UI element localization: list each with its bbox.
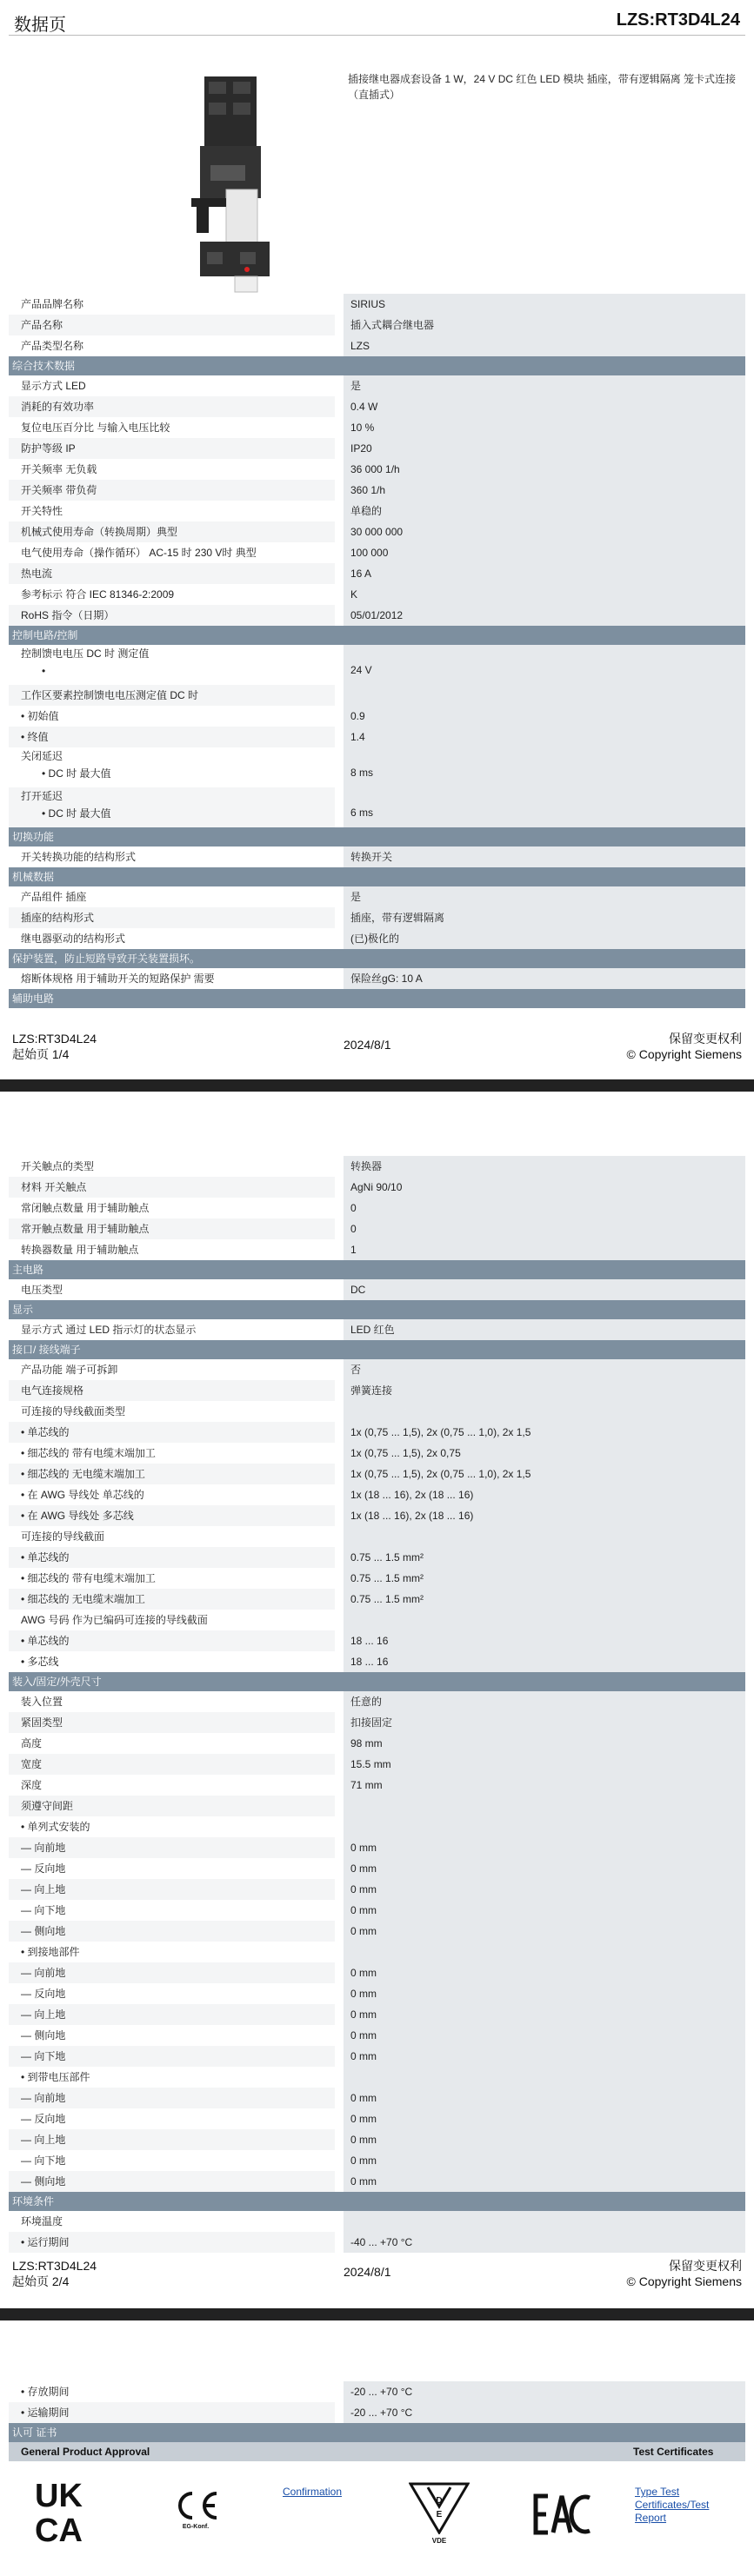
table-row xyxy=(9,2402,745,2423)
spec-label: • 单芯线的 xyxy=(9,1630,335,1651)
table-row xyxy=(9,1484,745,1505)
spec-value: 0.75 ... 1.5 mm² xyxy=(344,1589,745,1610)
spec-label: • 细芯线的 无电缆末端加工 xyxy=(9,1589,335,1610)
spec-value xyxy=(344,1526,745,1547)
spec-value: 弹簧连接 xyxy=(344,1380,745,1401)
spec-label: • 细芯线的 带有电缆末端加工 xyxy=(9,1443,335,1464)
spec-label: 控制馈电电压 DC 时 测定值 • xyxy=(9,645,335,685)
spec-value: 0.75 ... 1.5 mm² xyxy=(344,1568,745,1589)
table-row xyxy=(9,1239,745,1260)
table-row xyxy=(9,1279,745,1300)
spec-label: 常开触点数量 用于辅助触点 xyxy=(9,1218,335,1239)
table-row xyxy=(9,294,745,315)
table-row xyxy=(9,396,745,417)
table-row xyxy=(9,459,745,480)
spec-value: 8 ms xyxy=(344,747,745,787)
spec-label: • 细芯线的 无电缆末端加工 xyxy=(9,1464,335,1484)
table-row xyxy=(9,1401,745,1422)
table-row xyxy=(9,2088,745,2108)
spec-label: — 向上地 xyxy=(9,2004,335,2025)
table-row xyxy=(9,417,745,438)
table-row xyxy=(9,1319,745,1340)
table-row xyxy=(9,563,745,584)
table-row xyxy=(9,1983,745,2004)
spec-value: LED 红色 xyxy=(344,1319,745,1340)
table-row xyxy=(9,2211,745,2232)
spec-label: • 多芯线 xyxy=(9,1651,335,1672)
table-row xyxy=(9,335,745,356)
spec-label: • 到接地部件 xyxy=(9,1942,335,1962)
spec-label: 常闭触点数量 用于辅助触点 xyxy=(9,1198,335,1218)
spec-label: • 单列式安装的 xyxy=(9,1816,335,1837)
table-row xyxy=(9,1177,745,1198)
spec-value: 扣接固定 xyxy=(344,1712,745,1733)
spec-value: 0.75 ... 1.5 mm² xyxy=(344,1547,745,1568)
table-row xyxy=(9,645,745,685)
spec-value: 15.5 mm xyxy=(344,1754,745,1775)
spec-value: 98 mm xyxy=(344,1733,745,1754)
table-row xyxy=(9,438,745,459)
spec-label: 开关转换功能的结构形式 xyxy=(9,846,335,867)
spec-value: AgNi 90/10 xyxy=(344,1177,745,1198)
table-row xyxy=(9,2046,745,2067)
section-header: 环境条件 xyxy=(9,2192,745,2211)
spec-value: 0 mm xyxy=(344,1921,745,1942)
spec-label: 宽度 xyxy=(9,1754,335,1775)
spec-label: — 向前地 xyxy=(9,2088,335,2108)
spec-label: • 到带电压部件 xyxy=(9,2067,335,2088)
table-row xyxy=(9,501,745,521)
spec-label: 材料 开关触点 xyxy=(9,1177,335,1198)
spec-value: 插入式耦合继电器 xyxy=(344,315,745,335)
spec-label: 电压类型 xyxy=(9,1279,335,1300)
spec-value xyxy=(344,1796,745,1816)
section-header: 显示 xyxy=(9,1300,745,1319)
table-row xyxy=(9,480,745,501)
spec-value xyxy=(344,1816,745,1837)
ukca-logo xyxy=(35,2477,113,2543)
table-row xyxy=(9,2171,745,2192)
spec-label: 开关频率 无负载 xyxy=(9,459,335,480)
table-row xyxy=(9,1942,745,1962)
spec-label: 紧固类型 xyxy=(9,1712,335,1733)
table-row xyxy=(9,2025,745,2046)
table-row xyxy=(9,1589,745,1610)
table-row xyxy=(9,1816,745,1837)
spec-value: -20 ... +70 °C xyxy=(344,2402,745,2423)
spec-value: -20 ... +70 °C xyxy=(344,2381,745,2402)
spec-label: 参考标示 符合 IEC 81346-2:2009 xyxy=(9,584,335,605)
spec-value: 360 1/h xyxy=(344,480,745,501)
spec-label: 深度 xyxy=(9,1775,335,1796)
table-row xyxy=(9,2129,745,2150)
spec-label: • 运输期间 xyxy=(9,2402,335,2423)
table-row xyxy=(9,727,745,747)
table-row xyxy=(9,1712,745,1733)
spec-table-1 xyxy=(9,294,745,1008)
spec-value: K xyxy=(344,584,745,605)
spec-value xyxy=(344,685,745,706)
spec-value: 0.4 W xyxy=(344,396,745,417)
spec-value: 71 mm xyxy=(344,1775,745,1796)
spec-label: • 运行期间 xyxy=(9,2232,335,2253)
spec-label: • 在 AWG 导线处 单芯线的 xyxy=(9,1484,335,1505)
table-row xyxy=(9,1218,745,1239)
spec-value: 转换器 xyxy=(344,1156,745,1177)
spec-value: 16 A xyxy=(344,563,745,584)
product-overview xyxy=(9,50,745,294)
table-row xyxy=(9,928,745,949)
spec-value xyxy=(344,1610,745,1630)
spec-table-2 xyxy=(9,1156,745,2253)
spec-label: — 反向地 xyxy=(9,1858,335,1879)
section-header: 装入/固定/外壳尺寸 xyxy=(9,1672,745,1691)
spec-value: 否 xyxy=(344,1359,745,1380)
spec-value xyxy=(344,2211,745,2232)
spec-label: 可连接的导线截面类型 xyxy=(9,1401,335,1422)
spec-value: SIRIUS xyxy=(344,294,745,315)
spec-label: — 向下地 xyxy=(9,1900,335,1921)
table-row xyxy=(9,787,745,827)
spec-value: 0 mm xyxy=(344,1858,745,1879)
spec-value: 30 000 000 xyxy=(344,521,745,542)
spec-value: 0 mm xyxy=(344,2046,745,2067)
spec-label: 高度 xyxy=(9,1733,335,1754)
spec-label: • 细芯线的 带有电缆末端加工 xyxy=(9,1568,335,1589)
spec-value: 0 mm xyxy=(344,2108,745,2129)
spec-value: 0 mm xyxy=(344,1962,745,1983)
table-row xyxy=(9,2004,745,2025)
spec-label: — 侧向地 xyxy=(9,2171,335,2192)
spec-label: 机械式使用寿命（转换周期）典型 xyxy=(9,521,335,542)
section-header: 切换功能 xyxy=(9,827,745,846)
spec-label: — 向上地 xyxy=(9,1879,335,1900)
spec-label: 热电流 xyxy=(9,563,335,584)
section-header: 综合技术数据 xyxy=(9,356,745,375)
table-row xyxy=(9,1837,745,1858)
spec-label: — 反向地 xyxy=(9,2108,335,2129)
spec-value: 转换开关 xyxy=(344,846,745,867)
table-row xyxy=(9,1900,745,1921)
spec-label: — 向前地 xyxy=(9,1962,335,1983)
spec-label: — 向上地 xyxy=(9,2129,335,2150)
spec-value: 1x (18 ... 16), 2x (18 ... 16) xyxy=(344,1505,745,1526)
certificate-header: General Product Approval Test Certificates xyxy=(9,2442,745,2461)
spec-label: 显示方式 LED xyxy=(9,375,335,396)
spec-value: 任意的 xyxy=(344,1691,745,1712)
spec-value: 0 mm xyxy=(344,2004,745,2025)
spec-value: 0 mm xyxy=(344,2025,745,2046)
spec-label: — 向下地 xyxy=(9,2046,335,2067)
spec-value: 0 mm xyxy=(344,1879,745,1900)
table-row xyxy=(9,1630,745,1651)
spec-label: • 单芯线的 xyxy=(9,1547,335,1568)
spec-value: 1x (0,75 ... 1,5), 2x 0,75 xyxy=(344,1443,745,1464)
spec-value: DC xyxy=(344,1279,745,1300)
spec-value: 18 ... 16 xyxy=(344,1630,745,1651)
spec-label: 熔断体规格 用于辅助开关的短路保护 需要 xyxy=(9,968,335,989)
section-header: 主电路 xyxy=(9,1260,745,1279)
table-row xyxy=(9,521,745,542)
spec-value: 单稳的 xyxy=(344,501,745,521)
spec-value: 24 V xyxy=(344,645,745,685)
section-header: 辅助电路 xyxy=(9,989,745,1008)
spec-value: 0 mm xyxy=(344,2129,745,2150)
table-row xyxy=(9,1443,745,1464)
vde-logo: D E VDE xyxy=(409,2482,470,2548)
spec-value: 0 mm xyxy=(344,1837,745,1858)
spec-table-3 xyxy=(9,2381,745,2442)
page-separator xyxy=(0,2308,754,2320)
spec-value: 1.4 xyxy=(344,727,745,747)
table-row xyxy=(9,1464,745,1484)
table-row xyxy=(9,375,745,396)
spec-label: 防护等级 IP xyxy=(9,438,335,459)
table-row xyxy=(9,1921,745,1942)
spec-value: 1x (0,75 ... 1,5), 2x (0,75 ... 1,0), 2x 1,5 xyxy=(344,1422,745,1443)
table-row xyxy=(9,1568,745,1589)
table-row xyxy=(9,706,745,727)
table-row xyxy=(9,584,745,605)
spec-label: 开关频率 带负荷 xyxy=(9,480,335,501)
table-row xyxy=(9,1962,745,1983)
spec-value: (已)极化的 xyxy=(344,928,745,949)
spec-label: 电气连接规格 xyxy=(9,1380,335,1401)
section-header: 接口/ 接线端子 xyxy=(9,1340,745,1359)
spec-label: 产品功能 端子可拆卸 xyxy=(9,1359,335,1380)
spec-label: 复位电压百分比 与输入电压比较 xyxy=(9,417,335,438)
table-row xyxy=(9,2150,745,2171)
table-row xyxy=(9,315,745,335)
spec-label: 显示方式 通过 LED 指示灯的状态显示 xyxy=(9,1319,335,1340)
spec-value: 6 ms xyxy=(344,787,745,827)
spec-label: 电气使用寿命（操作循环） AC-15 时 230 V时 典型 xyxy=(9,542,335,563)
spec-label: — 侧向地 xyxy=(9,2025,335,2046)
spec-label: • 初始值 xyxy=(9,706,335,727)
spec-label: RoHS 指令（日期） xyxy=(9,605,335,626)
table-row xyxy=(9,1156,745,1177)
spec-value: 1 xyxy=(344,1239,745,1260)
spec-value: 18 ... 16 xyxy=(344,1651,745,1672)
spec-label: 工作区要素控制馈电电压测定值 DC 时 xyxy=(9,685,335,706)
table-row xyxy=(9,747,745,787)
table-row xyxy=(9,1691,745,1712)
svg-text:CA: CA xyxy=(35,2513,83,2543)
page-footer: LZS:RT3D4L24 起始页 2/4 2024/8/1 保留变更权利 © Copyright Siemens xyxy=(12,2259,742,2288)
spec-value: 是 xyxy=(344,375,745,396)
spec-label: 产品组件 插座 xyxy=(9,886,335,907)
table-row xyxy=(9,1775,745,1796)
spec-label: 可连接的导线截面 xyxy=(9,1526,335,1547)
table-row xyxy=(9,1422,745,1443)
spec-value: 0 mm xyxy=(344,2171,745,2192)
spec-label: 开关特性 xyxy=(9,501,335,521)
spec-value: 0 xyxy=(344,1198,745,1218)
ce-logo: EG-Konf. xyxy=(170,2490,222,2542)
spec-value: 是 xyxy=(344,886,745,907)
spec-label: 插座的结构形式 xyxy=(9,907,335,928)
page-separator xyxy=(0,1079,754,1092)
table-row xyxy=(9,1796,745,1816)
spec-label: • 存放期间 xyxy=(9,2381,335,2402)
spec-value: 0 mm xyxy=(344,1983,745,2004)
table-row xyxy=(9,968,745,989)
spec-value: 0 xyxy=(344,1218,745,1239)
product-image xyxy=(157,68,287,294)
table-row xyxy=(9,1505,745,1526)
spec-label: • 终值 xyxy=(9,727,335,747)
spec-label: 继电器驱动的结构形式 xyxy=(9,928,335,949)
spec-label: — 反向地 xyxy=(9,1983,335,2004)
spec-label: 转换器数量 用于辅助触点 xyxy=(9,1239,335,1260)
spec-label: — 向下地 xyxy=(9,2150,335,2171)
spec-value: 05/01/2012 xyxy=(344,605,745,626)
section-header: 控制电路/控制 xyxy=(9,626,745,645)
svg-text:UK: UK xyxy=(35,2478,83,2514)
spec-value: IP20 xyxy=(344,438,745,459)
table-row xyxy=(9,1733,745,1754)
confirmation-link[interactable]: Confirmation xyxy=(283,2486,343,2498)
spec-value: LZS xyxy=(344,335,745,356)
table-row xyxy=(9,886,745,907)
spec-label: 须遵守间距 xyxy=(9,1796,335,1816)
spec-value xyxy=(344,1942,745,1962)
spec-value: 0 mm xyxy=(344,1900,745,1921)
type-test-link[interactable]: Type Test Certificates/Test Report xyxy=(635,2486,710,2524)
spec-value: 0 mm xyxy=(344,2088,745,2108)
page-header xyxy=(9,0,745,36)
spec-value: 1x (0,75 ... 1,5), 2x (0,75 ... 1,0), 2x 1,5 xyxy=(344,1464,745,1484)
spec-label: 打开延迟 • DC 时 最大值 xyxy=(9,787,335,827)
spec-value: 10 % xyxy=(344,417,745,438)
spec-value: 100 000 xyxy=(344,542,745,563)
section-header: 机械数据 xyxy=(9,867,745,886)
spec-label: — 侧向地 xyxy=(9,1921,335,1942)
svg-text:E: E xyxy=(436,2510,443,2520)
spec-value: 插座，带有逻辑隔离 xyxy=(344,907,745,928)
spec-label: 消耗的有效功率 xyxy=(9,396,335,417)
spec-value: 保险丝gG: 10 A xyxy=(344,968,745,989)
table-row xyxy=(9,2108,745,2129)
spec-label: • 单芯线的 xyxy=(9,1422,335,1443)
spec-value: -40 ... +70 °C xyxy=(344,2232,745,2253)
table-row xyxy=(9,685,745,706)
spec-value: 0.9 xyxy=(344,706,745,727)
spec-label: 产品品牌名称 xyxy=(9,294,335,315)
table-row xyxy=(9,1858,745,1879)
table-row xyxy=(9,2381,745,2402)
spec-label: • 在 AWG 导线处 多芯线 xyxy=(9,1505,335,1526)
table-row xyxy=(9,1198,745,1218)
table-row xyxy=(9,1380,745,1401)
spec-value: 1x (18 ... 16), 2x (18 ... 16) xyxy=(344,1484,745,1505)
spec-label: 装入位置 xyxy=(9,1691,335,1712)
product-id: LZS:RT3D4L24 xyxy=(616,10,740,30)
table-row xyxy=(9,846,745,867)
spec-label: 环境温度 xyxy=(9,2211,335,2232)
eac-logo xyxy=(532,2493,593,2536)
product-description: 插接继电器成套设备 1 W，24 V DC 红色 LED 模块 插座，带有逻辑隔离 笼卡式连接（直插式） xyxy=(348,73,737,101)
spec-label: 开关触点的类型 xyxy=(9,1156,335,1177)
table-row xyxy=(9,2232,745,2253)
table-row xyxy=(9,1879,745,1900)
page-title: 数据页 xyxy=(14,16,66,35)
table-row xyxy=(9,1526,745,1547)
spec-label: — 向前地 xyxy=(9,1837,335,1858)
svg-text:D: D xyxy=(436,2496,443,2506)
spec-value xyxy=(344,2067,745,2088)
table-row xyxy=(9,2067,745,2088)
table-row xyxy=(9,1359,745,1380)
spec-value: 36 000 1/h xyxy=(344,459,745,480)
table-row xyxy=(9,907,745,928)
section-header: 认可 证书 xyxy=(9,2423,745,2442)
spec-label: AWG 号码 作为已编码可连接的导线截面 xyxy=(9,1610,335,1630)
table-row xyxy=(9,1610,745,1630)
table-row xyxy=(9,1754,745,1775)
table-row xyxy=(9,542,745,563)
spec-label: 产品类型名称 xyxy=(9,335,335,356)
table-row xyxy=(9,1547,745,1568)
section-header: 保护装置，防止短路导致开关装置损坏。 xyxy=(9,949,745,968)
spec-value: 0 mm xyxy=(344,2150,745,2171)
page-footer: LZS:RT3D4L24 起始页 1/4 2024/8/1 保留变更权利 © Copyright Siemens xyxy=(12,1032,742,1061)
table-row xyxy=(9,605,745,626)
spec-label: 关闭延迟 • DC 时 最大值 xyxy=(9,747,335,787)
table-row xyxy=(9,1651,745,1672)
spec-label: 产品名称 xyxy=(9,315,335,335)
spec-value xyxy=(344,1401,745,1422)
